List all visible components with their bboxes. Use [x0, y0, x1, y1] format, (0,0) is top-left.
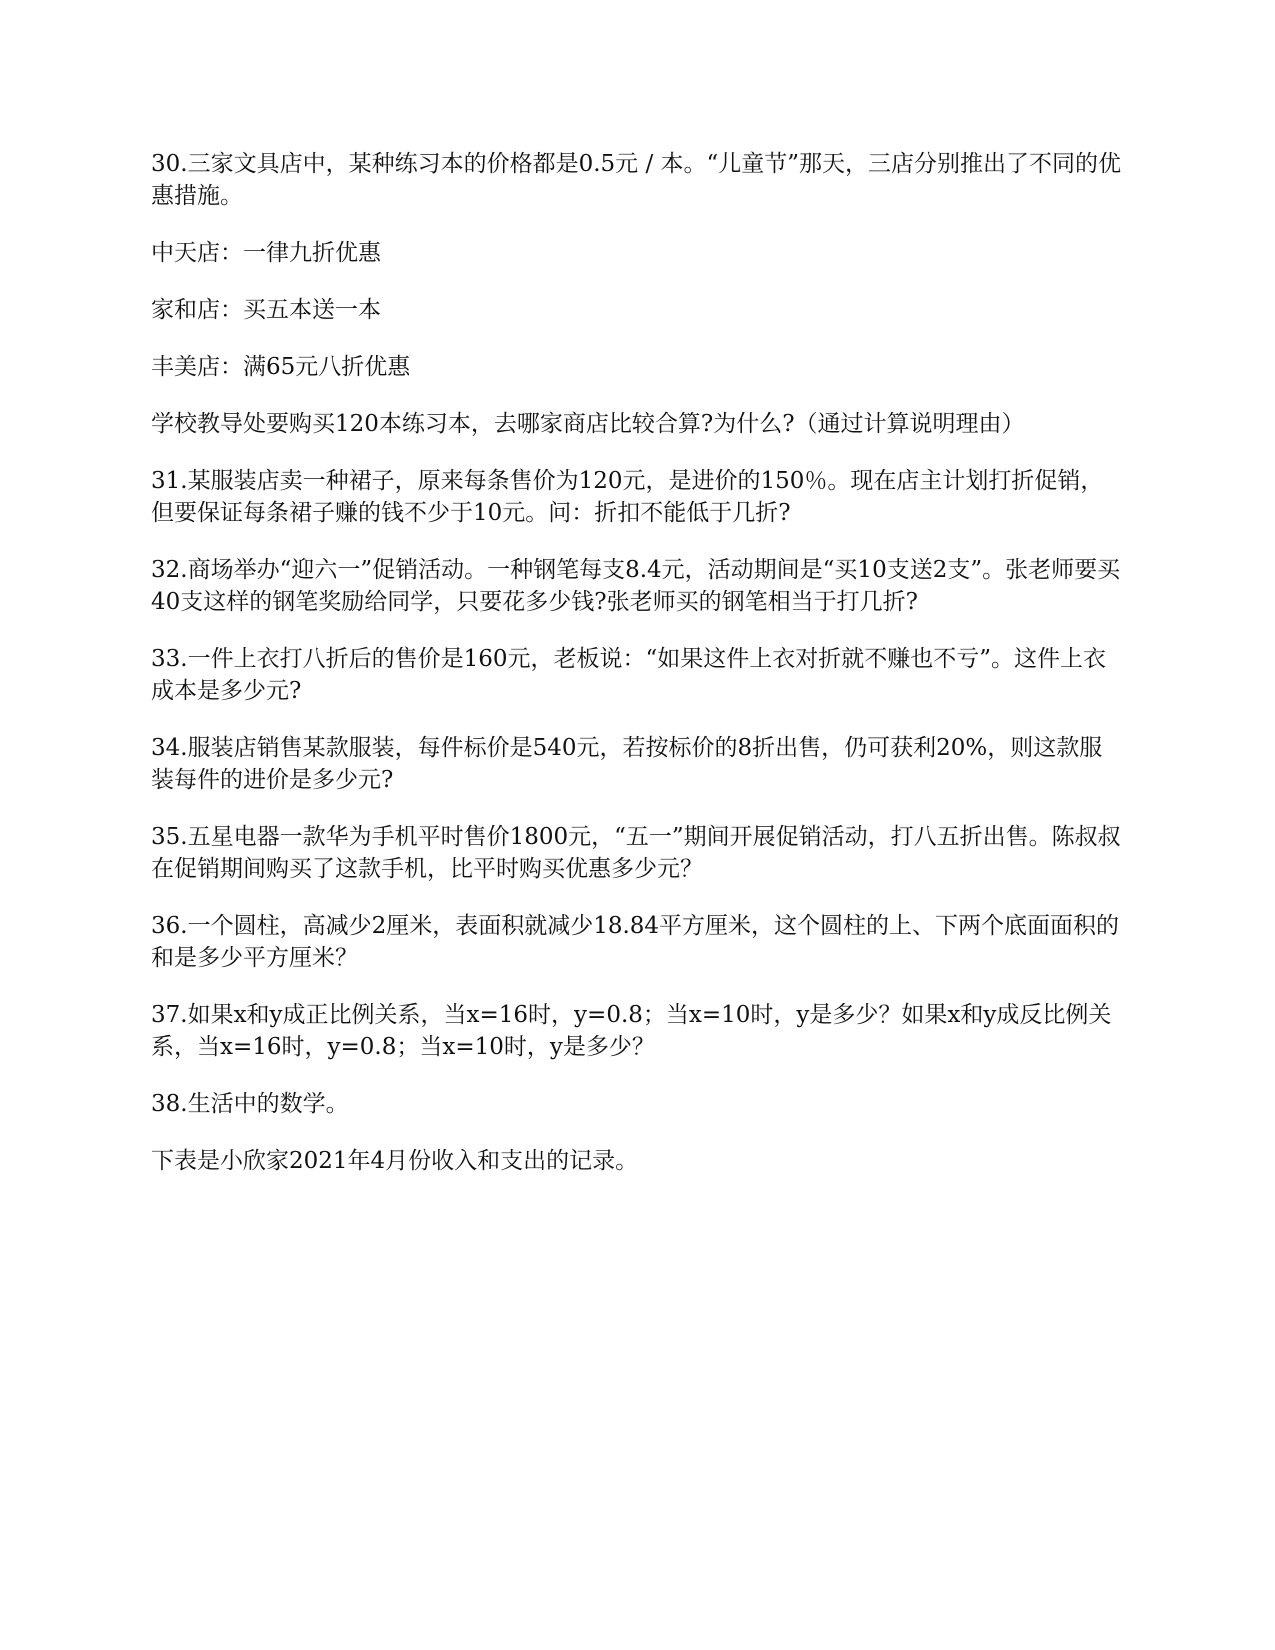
question-37: 37.如果x和y成正比例关系，当x=16时，y=0.8；当x=10时，y是多少？如果x和y成反比例关系，当x=16时，y=0.8；当x=10时，y是多少？	[151, 1002, 1112, 1060]
store-fengmei: 丰美店：满65元八折优惠	[151, 354, 411, 380]
question-30: 30.三家文具店中，某种练习本的价格都是0.5元 / 本。“儿童节”那天，三店分别推出了不同的优惠措施。	[151, 151, 1122, 209]
store-zhongtian: 中天店：一律九折优惠	[151, 240, 381, 266]
question-32: 32.商场举办“迎六一”促销活动。一种钢笔每支8.4元，活动期间是“买10支送2支”。张老师要买40支这样的钢笔奖励给同学，只要花多少钱?张老师买的钢笔相当于打几折?	[151, 557, 1121, 615]
question-38: 38.生活中的数学。	[151, 1091, 349, 1117]
question-30-prompt: 学校教导处要购买120本练习本，去哪家商店比较合算?为什么?（通过计算说明理由）	[151, 411, 1025, 437]
question-34: 34.服装店销售某款服装，每件标价是540元，若按标价的8折出售，仍可获利20%，则这款服装每件的进价是多少元?	[151, 735, 1103, 793]
question-31: 31.某服装店卖一种裙子，原来每条售价为120元，是进价的150％。现在店主计划打折促销，但要保证每条裙子赚的钱不少于10元。问：折扣不能低于几折?	[151, 468, 1104, 526]
question-36: 36.一个圆柱，高减少2厘米，表面积就减少18.84平方厘米，这个圆柱的上、下两个底面面积的和是多少平方厘米？	[151, 913, 1120, 971]
question-35: 35.五星电器一款华为手机平时售价1800元，“五一”期间开展促销活动，打八五折出售。陈叔叔在促销期间购买了这款手机，比平时购买优惠多少元？	[151, 824, 1121, 882]
question-33: 33.一件上衣打八折后的售价是160元，老板说：“如果这件上衣对折就不赚也不亏”。这件上衣成本是多少元?	[151, 646, 1106, 704]
question-38-intro: 下表是小欣家2021年4月份收入和支出的记录。	[151, 1148, 639, 1174]
store-jiahe: 家和店：买五本送一本	[151, 297, 381, 323]
